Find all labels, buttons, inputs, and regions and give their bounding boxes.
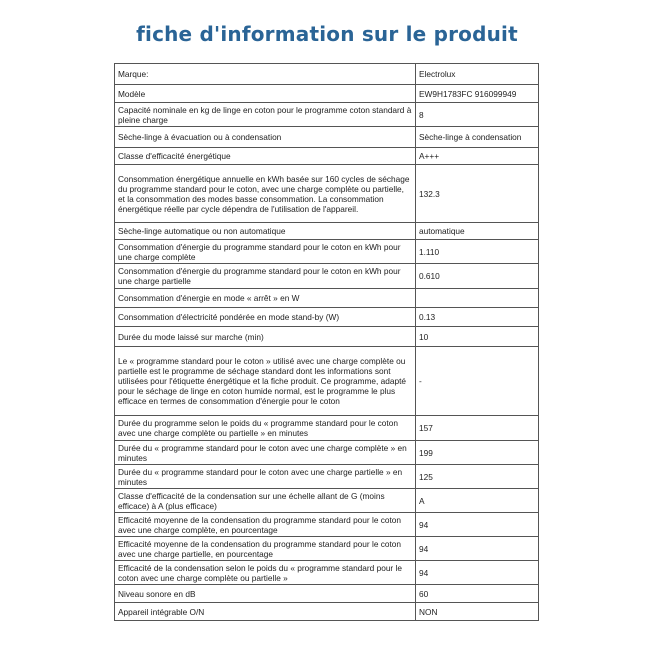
row-value: 0.610 [416,264,539,289]
table-row [115,85,539,103]
row-value: 94 [416,561,539,585]
row-label: Classe d'efficacité de la condensation sur une échelle allant de G (moins efficace) à A (plus efficace) [115,489,416,513]
row-label: Le « programme standard pour le coton » utilisé avec une charge complète ou partielle est le programme de séchage standard dont les informations sont utilisées pour l'étiquette énergétique et la fiche produit. Ce programme, adapté pour le séchage de linge en coton humide normal, est le programme le plus efficace en termes de consommation d'énergie pour le coton [115,347,416,416]
row-label: Sèche-linge à évacuation ou à condensation [115,127,416,148]
table-row [115,264,539,289]
row-value: automatique [416,223,539,240]
product-info-table [114,63,539,621]
row-label: Capacité nominale en kg de linge en coton pour le programme coton standard à pleine charge [115,103,416,127]
row-value [416,289,539,308]
table-row [115,465,539,489]
row-label: Consommation d'énergie du programme standard pour le coton en kWh pour une charge partielle [115,264,416,289]
table-row [115,64,539,85]
row-label: Modèle [115,85,416,103]
table-row [115,347,539,416]
row-label: Consommation d'énergie du programme standard pour le coton en kWh pour une charge complète [115,240,416,264]
row-value: 10 [416,327,539,347]
row-label: Consommation d'énergie en mode « arrêt » en W [115,289,416,308]
row-value: A [416,489,539,513]
table-row [115,441,539,465]
table-body [115,64,539,621]
row-value: 132.3 [416,165,539,223]
row-label: Sèche-linge automatique ou non automatique [115,223,416,240]
page-title: fiche d'information sur le produit [136,22,518,46]
row-label: Appareil intégrable O/N [115,603,416,621]
row-value: 8 [416,103,539,127]
table-row [115,603,539,621]
row-label: Consommation énergétique annuelle en kWh basée sur 160 cycles de séchage du programme standard pour le coton, avec une charge complète ou partielle, et la consommation des modes basse consommation. La consommation énergétique réelle par cycle dépendra de l'utilisation de l'appareil. [115,165,416,223]
row-label: Durée du programme selon le poids du « programme standard pour le coton avec une charge complète ou partielle » en minutes [115,416,416,441]
row-value: 199 [416,441,539,465]
table-row [115,127,539,148]
table-row [115,585,539,603]
row-label: Classe d'efficacité énergétique [115,148,416,165]
row-value: 125 [416,465,539,489]
table-row [115,489,539,513]
row-value: 60 [416,585,539,603]
row-label: Marque: [115,64,416,85]
row-label: Efficacité de la condensation selon le poids du « programme standard pour le coton avec une charge complète ou partielle » [115,561,416,585]
row-label: Durée du « programme standard pour le coton avec une charge complète » en minutes [115,441,416,465]
row-value: 94 [416,513,539,537]
table-row [115,148,539,165]
row-label: Efficacité moyenne de la condensation du programme standard pour le coton avec une charge partielle, en pourcentage [115,537,416,561]
table-row [115,561,539,585]
row-value: 94 [416,537,539,561]
row-label: Niveau sonore en dB [115,585,416,603]
table-row [115,165,539,223]
table-row [115,240,539,264]
row-value: 157 [416,416,539,441]
row-label: Durée du mode laissé sur marche (min) [115,327,416,347]
table-row [115,308,539,327]
row-value: A+++ [416,148,539,165]
table-row [115,103,539,127]
row-value: EW9H1783FC 916099949 [416,85,539,103]
row-value: Electrolux [416,64,539,85]
table-row [115,513,539,537]
row-value: - [416,347,539,416]
row-value: 0.13 [416,308,539,327]
table-row [115,537,539,561]
table-row [115,327,539,347]
row-label: Efficacité moyenne de la condensation du programme standard pour le coton avec une charge complète, en pourcentage [115,513,416,537]
row-label: Durée du « programme standard pour le coton avec une charge partielle » en minutes [115,465,416,489]
table-row [115,289,539,308]
row-value: NON [416,603,539,621]
row-label: Consommation d'électricité pondérée en mode stand-by (W) [115,308,416,327]
table-row [115,223,539,240]
row-value: 1.110 [416,240,539,264]
table-row [115,416,539,441]
row-value: Sèche-linge à condensation [416,127,539,148]
